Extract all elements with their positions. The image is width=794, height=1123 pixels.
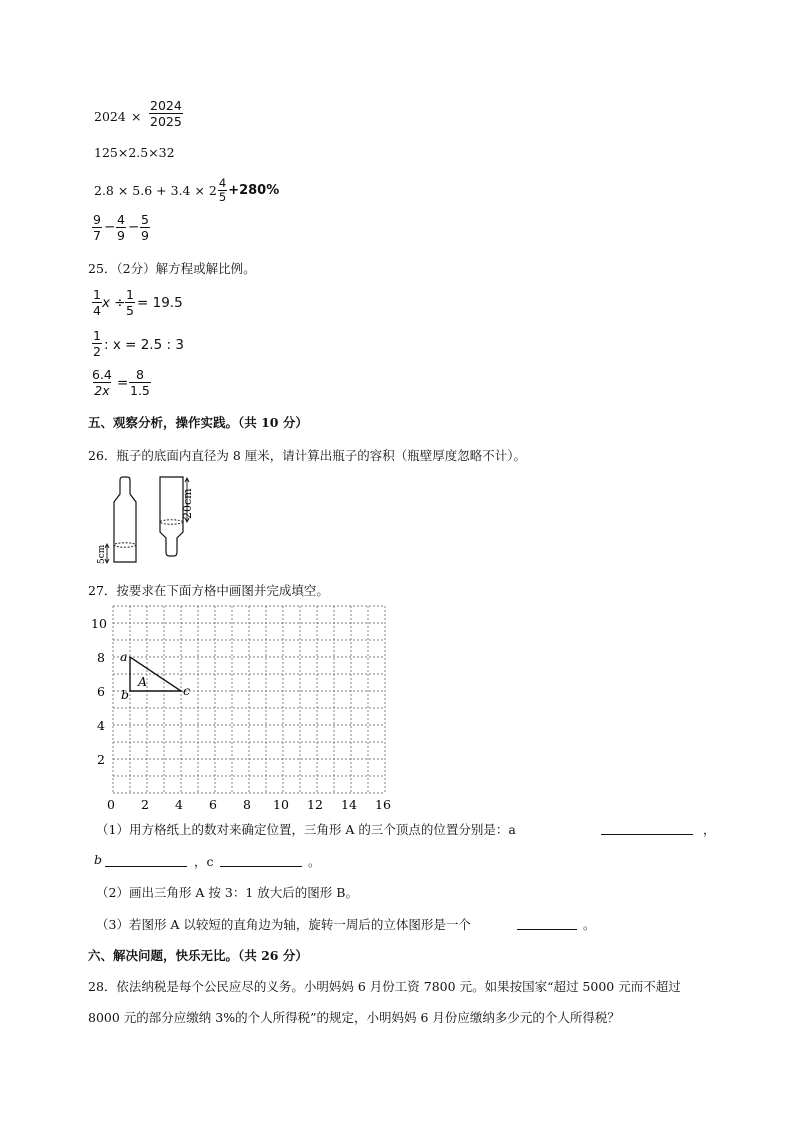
fraction-numerator: 2024	[150, 98, 182, 113]
expr4-fraction-1	[92, 212, 102, 243]
fraction-numerator: 6.4	[92, 367, 112, 382]
q27-sub3-text: （3）若图形 A 以较短的直角边为轴，旋转一周后的立体图形是一个	[96, 917, 471, 932]
grid-lines	[113, 606, 385, 793]
expr1-operator: ×	[131, 109, 142, 124]
x-tick-label: 12	[307, 797, 323, 812]
x-tick-label: 2	[141, 797, 149, 812]
section5-title: 五、观察分析，操作实践。（共 10 分）	[88, 415, 308, 430]
bottle-figure	[90, 474, 200, 566]
air-surface-ellipse	[160, 520, 183, 524]
fraction-denominator: 1.5	[130, 383, 150, 398]
eq3-equals: =	[117, 375, 129, 391]
fraction-numerator: 4	[218, 176, 227, 190]
fraction-denominator: 2x	[94, 383, 110, 398]
expr3-part1: 2.8 × 5.6 + 3.4 × 2	[94, 183, 217, 198]
water-surface-ellipse	[114, 543, 136, 547]
expr4-fraction-2	[116, 212, 126, 243]
inverted-bottle	[160, 477, 183, 556]
x-tick-label: 8	[243, 797, 251, 812]
y-tick-label: 8	[97, 650, 105, 665]
eq2-fraction	[92, 328, 102, 359]
eq1-fraction-2	[125, 287, 135, 318]
eq1-fraction-1	[92, 287, 102, 318]
fraction-denominator: 9	[117, 228, 125, 243]
expr4-operator-1: −	[104, 219, 116, 235]
fraction-numerator: 1	[93, 328, 101, 343]
eq2-tail: : x = 2.5 : 3	[104, 337, 184, 353]
q25-title: 25．（2分）解方程或解比例。	[88, 261, 256, 276]
eq3-fraction-1	[91, 367, 113, 398]
x-tick-label: 0	[107, 797, 115, 812]
expr4-operator-2: −	[128, 219, 140, 235]
expr1-integer: 2024	[94, 109, 126, 124]
shape-a-label: A	[138, 674, 148, 689]
q27-sub1-text: （1）用方格纸上的数对来确定位置，三角形 A 的三个顶点的位置分别是：a	[96, 822, 516, 837]
answer-blank-b[interactable]	[105, 852, 187, 867]
fraction-denominator: 2	[93, 344, 101, 359]
expr1-fraction	[149, 98, 183, 129]
sub1-comma: ，	[703, 822, 716, 837]
upright-bottle	[114, 477, 136, 562]
y-tick-label: 10	[91, 616, 107, 631]
fraction-denominator: 9	[141, 228, 149, 243]
fraction-numerator: 1	[126, 287, 134, 302]
eq1-middle: x ÷	[102, 295, 126, 311]
x-tick-label: 16	[375, 797, 391, 812]
label-5cm: 5cm	[97, 544, 107, 564]
expr3-tail: +280%	[228, 183, 280, 198]
fraction-denominator: 2025	[150, 114, 182, 129]
sub1-c-label: ，c	[194, 854, 214, 869]
fraction-denominator: 7	[93, 228, 101, 243]
fraction-numerator: 8	[135, 367, 144, 382]
y-tick-label: 6	[97, 684, 105, 699]
q27-sub2-text: （2）画出三角形 A 按 3：1 放大后的图形 B。	[96, 885, 358, 900]
fraction-numerator: 9	[93, 212, 101, 227]
fraction-numerator: 1	[93, 287, 101, 302]
y-tick-label: 2	[97, 752, 105, 767]
expr3	[94, 177, 279, 204]
answer-blank-c[interactable]	[220, 852, 302, 867]
fraction-denominator: 5	[218, 190, 227, 204]
expr2: 125×2.5×32	[94, 145, 175, 160]
fraction-numerator: 4	[117, 212, 125, 227]
fraction-denominator: 5	[126, 303, 134, 318]
q28-line2: 8000 元的部分应缴纳 3%的个人所得税”的规定，小明妈妈 6 月份应缴纳多少元的个人所得税？	[88, 1010, 620, 1025]
expr4-fraction-3	[140, 212, 150, 243]
expr3-fraction	[218, 177, 227, 204]
section6-title: 六、解决问题，快乐无比。（共 26 分）	[88, 948, 308, 963]
q28-line1: 28．依法纳税是每个公民应尽的义务。小明妈妈 6 月份工资 7800 元。如果按国家“超过 5000 元而不超过	[88, 979, 681, 994]
vertex-b-label: b	[121, 687, 130, 702]
fraction-denominator: 4	[93, 303, 101, 318]
fraction-numerator: 5	[141, 212, 149, 227]
coordinate-grid	[88, 604, 398, 814]
answer-blank-a[interactable]	[601, 820, 693, 835]
x-tick-label: 10	[273, 797, 289, 812]
eq1-tail: = 19.5	[137, 295, 183, 311]
q27-text: 27．按要求在下面方格中画图并完成填空。	[88, 583, 329, 598]
x-tick-label: 6	[209, 797, 217, 812]
x-tick-label: 14	[341, 797, 357, 812]
sub3-end: 。	[583, 917, 596, 932]
vertex-a-label: a	[120, 649, 128, 664]
q26-text: 26．瓶子的底面内直径为 8 厘米，请计算出瓶子的容积（瓶壁厚度忽略不计）。	[88, 448, 527, 463]
answer-blank-solid[interactable]	[517, 915, 577, 930]
vertex-c-label: c	[183, 683, 191, 698]
sub1-end: 。	[308, 854, 321, 869]
eq3-fraction-2	[129, 367, 151, 398]
sub1-b-label: b	[94, 852, 103, 867]
y-tick-label: 4	[97, 718, 105, 733]
x-tick-label: 4	[175, 797, 183, 812]
label-20cm: 20cm	[181, 488, 194, 519]
